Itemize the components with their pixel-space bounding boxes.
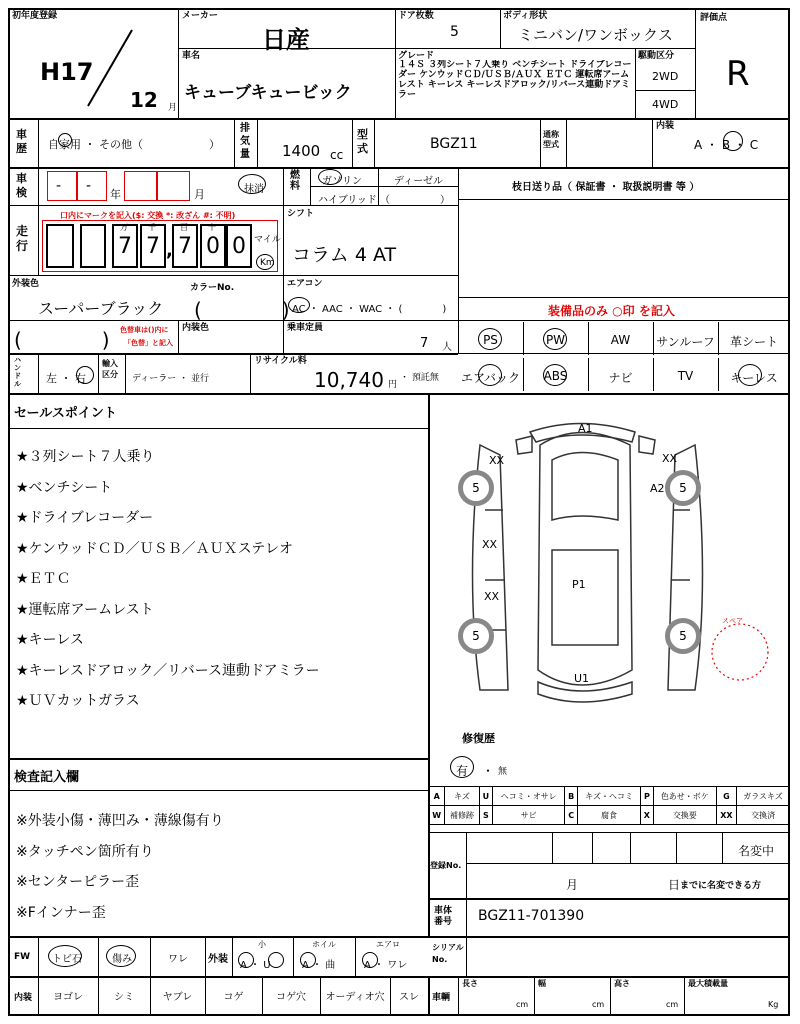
height-label: 高さ — [614, 979, 630, 988]
body-value: ミニバン/ワンボックス — [518, 26, 673, 44]
model-value: キューブキュービック — [184, 83, 352, 103]
repair-yes: 有 — [456, 764, 469, 778]
equip-item: サンルーフ — [656, 335, 715, 349]
equip-circle — [478, 364, 502, 386]
width-label: 幅 — [538, 979, 546, 988]
damage-xx-4: XX — [484, 590, 500, 603]
legend-desc: サビ — [493, 806, 565, 825]
equip-circle — [478, 328, 502, 350]
grade-text: １４Ｓ ３列シート７人乗り ベンチシート ドライブレコーダー ケンウッドＣＤ/ＵＳＢ/ＡＵＸ ＥＴＣ 運転席アームレスト キーレス キーレスドアロック/リバース連動ドアミラー — [398, 60, 632, 100]
sales-item: ★ドライブレコーダー — [16, 510, 154, 526]
damage-p1: P1 — [572, 578, 586, 591]
legend-desc: 補修跡 — [445, 806, 479, 825]
sales-title: セールスポイント — [14, 406, 117, 421]
reg-month: 12 — [130, 88, 158, 112]
maker-value: 日産 — [262, 26, 310, 54]
fw-label: FW — [14, 952, 31, 962]
month-suffix: 月 — [168, 103, 178, 113]
int-bottom-label: 内装 — [14, 993, 33, 1003]
color-no-value: ( ) — [194, 298, 290, 322]
yen-unit: 円 — [388, 380, 398, 390]
history-value: 自家用 ・ その他（ ） — [48, 138, 220, 151]
recycle-value: 10,740 — [314, 368, 384, 392]
mileage-km: Km — [260, 258, 275, 268]
cc-unit: cc — [330, 148, 344, 162]
chassis-label: 車体番号 — [434, 906, 453, 927]
tyre-fr: 5 — [665, 470, 701, 506]
ext-color-value: スーパーブラック — [38, 299, 164, 318]
certified-label: 通称型式 — [543, 130, 559, 149]
recycle-label: リサイクル料 — [254, 356, 307, 366]
dims-label: 車輌 — [432, 993, 451, 1003]
inspection-item: ※Fインナー歪 — [16, 904, 106, 921]
int-condition-item: ヤブレ — [162, 992, 193, 1003]
damage-u1: U1 — [574, 672, 590, 685]
interior-label: 内装 — [656, 121, 675, 131]
capacity-label: 乗車定員 — [287, 323, 324, 333]
legend-code: G — [716, 787, 737, 806]
serial-label: シリアルNo. — [432, 943, 464, 964]
mileage-label: 走行 — [16, 224, 29, 253]
chassis-value: BGZ11-701390 — [478, 908, 585, 924]
score-label: 評価点 — [700, 13, 728, 23]
equip-circle — [738, 364, 762, 386]
damage-a1: A1 — [578, 422, 593, 435]
legend-row — [429, 806, 790, 825]
sales-item: ★ＵＶカットガラス — [16, 693, 140, 709]
legend-code: X — [640, 806, 653, 825]
mileage-unit-label: 万 — [120, 223, 128, 232]
aero-value: A ・ ワレ — [364, 960, 408, 971]
aircon-value: AC ・ AAC ・ WAC ・ ( ) — [292, 304, 447, 315]
mileage-digit-box — [80, 224, 106, 268]
fuel-diesel: ディーゼル — [394, 176, 443, 187]
legend-code: P — [640, 787, 653, 806]
fw-item-3: ワレ — [168, 954, 188, 965]
tyre-rr: 5 — [665, 618, 701, 654]
drive-label: 駆動区分 — [638, 51, 675, 61]
int-color-label: 内装色 — [182, 323, 210, 333]
sales-item: ★ケンウッドＣＤ／ＵＳＢ／ＡＵＸステレオ — [16, 540, 294, 557]
doors-label: ドア枚数 — [398, 11, 434, 21]
equip-item: AW — [610, 333, 631, 347]
legend-desc: キズ — [445, 787, 479, 806]
reg-year-label: 初年度登録 — [12, 11, 58, 21]
repair-no: 無 — [498, 767, 508, 777]
fuel-other: （ ） — [380, 195, 450, 206]
height-unit: cm — [666, 1000, 679, 1009]
damage-xx-3: XX — [482, 538, 498, 551]
repair-label: 修復歴 — [462, 732, 495, 745]
length-unit: cm — [516, 1000, 529, 1009]
grade-label: グレード — [398, 51, 435, 61]
fuel-gasoline: ガソリン — [322, 176, 362, 187]
int-condition-item: コゲ穴 — [276, 992, 306, 1003]
equip-item: 革シート — [729, 335, 778, 349]
int-condition-item: オーディオ穴 — [325, 992, 385, 1003]
expired-value: 抹消 — [244, 184, 264, 195]
inspection-item: ※外装小傷・薄凹み・薄線傷有り — [16, 813, 224, 829]
interior-value: A ・ B ・ C — [694, 138, 759, 152]
equip-item: PS — [483, 333, 498, 347]
int-color-paren: ( ) — [14, 328, 110, 352]
aero-label: エアロ — [376, 940, 400, 949]
ext-color-label: 外装色 — [12, 279, 40, 289]
reg-no-label: 登録No. — [430, 861, 462, 870]
reg-month: 月 — [566, 878, 579, 892]
legend-desc: 腐食 — [578, 806, 640, 825]
drive-2wd: 2WD — [652, 70, 679, 83]
year-suffix: 年 — [110, 188, 121, 201]
sales-item: ★キーレスドアロック／リバース連動ドアミラー — [16, 662, 320, 679]
legend-desc: 交換済 — [737, 806, 790, 825]
fuel-hybrid: ハイブリッド — [318, 195, 377, 206]
sales-item: ★３列シート７人乗り — [16, 449, 155, 465]
capacity-unit: 人 — [442, 342, 452, 353]
drive-4wd: 4WD — [652, 98, 679, 111]
fw-item-2: 傷み — [112, 954, 132, 965]
sales-item: ★キーレス — [16, 632, 84, 648]
mileage-note: 口内にマークを記入($: 交換 *: 改ざん #: 不明) — [60, 211, 236, 220]
mileage-digit: 7 — [178, 234, 192, 259]
type-label: 型式 — [357, 128, 368, 155]
color-note-2: 「色替」と記入 — [124, 339, 173, 347]
wheel-value: A ・ 曲 — [302, 960, 336, 971]
sales-item: ★ＥＴＣ — [16, 571, 71, 587]
fw-item-1: トビ石 — [52, 954, 82, 965]
equip-note: 装備品のみ ○印 を記入 — [548, 304, 675, 318]
reg-day: 日 — [668, 878, 681, 892]
equip-item: TV — [677, 369, 694, 383]
mileage-separator: , — [166, 240, 173, 261]
mileage-digit: 7 — [118, 234, 132, 259]
wheel-label: ホイル — [312, 940, 336, 949]
handle-value: 左 ・ 右 — [46, 372, 86, 385]
mileage-unit-label: 千 — [148, 223, 156, 232]
handle-label: ハンドル — [14, 356, 21, 388]
sales-item: ★運転席アームレスト — [16, 601, 154, 618]
legend-code: W — [429, 806, 445, 825]
int-condition-item: スレ — [399, 992, 419, 1003]
legend-row — [429, 787, 790, 806]
equip-item: キーレス — [730, 371, 778, 385]
reg-deadline: までに名変できる方 — [680, 881, 762, 891]
mileage-digit: 0 — [206, 234, 220, 259]
type-value: BGZ11 — [430, 136, 478, 152]
history-label: 車歴 — [16, 128, 27, 155]
body-label: ボディ形状 — [503, 11, 548, 21]
mileage-unit-label: 百 — [180, 223, 188, 232]
shift-label: シフト — [287, 209, 315, 219]
width-unit: cm — [592, 1000, 605, 1009]
legend-code: C — [565, 806, 578, 825]
legend-code: B — [565, 787, 578, 806]
inspection-title: 検査記入欄 — [14, 770, 80, 785]
mileage-unit-label: 十 — [208, 223, 216, 232]
month-suffix-2: 月 — [194, 188, 205, 201]
spare-label: スペア — [722, 617, 743, 625]
color-no-label: カラーNo. — [190, 283, 235, 293]
displacement-label: 排気量 — [240, 123, 250, 160]
displacement-value: 1400 — [282, 142, 321, 160]
aircon-label: エアコン — [287, 279, 323, 289]
reg-era: H17 — [40, 58, 94, 86]
damage-xx-2: XX — [662, 452, 678, 465]
small-value: A ・ U — [240, 960, 271, 971]
legend-desc: キズ・ヘコミ — [578, 787, 640, 806]
equip-item: ABS — [543, 369, 568, 383]
equip-item: エアバック — [460, 371, 521, 385]
maker-label: メーカー — [182, 11, 218, 21]
length-label: 長さ — [462, 979, 478, 988]
mileage-digit: 0 — [232, 234, 246, 259]
int-condition-item: コゲ — [223, 992, 244, 1003]
doors-value: 5 — [450, 24, 459, 40]
mileage-unit: マイル — [254, 235, 281, 245]
deposited-value: ・ 預託無 — [400, 373, 439, 383]
equip-item: ナビ — [608, 371, 633, 385]
fuel-label: 燃料 — [290, 170, 300, 192]
capacity-value: 7 — [420, 336, 429, 351]
inspection-item: ※タッチペン箇所有り — [16, 843, 154, 860]
equip-circle — [543, 328, 567, 350]
weight-label: 最大積載量 — [688, 979, 728, 988]
import-value: ディーラー ・ 並行 — [132, 374, 210, 384]
color-note-1: 色替車は()内に — [120, 326, 169, 334]
car-diagram — [440, 400, 790, 745]
legend-code: S — [479, 806, 493, 825]
name-change: 名変中 — [738, 844, 775, 858]
docs-text: 枝日送り品（ 保証書 ・ 取扱説明書 等 ） — [512, 182, 700, 193]
legend-code: U — [479, 787, 493, 806]
ext-bottom-label: 外装 — [208, 954, 228, 965]
legend-code: XX — [716, 806, 737, 825]
legend-desc: 色あせ・ボケ — [653, 787, 716, 806]
model-label: 車名 — [182, 51, 201, 61]
tyre-rl: 5 — [458, 618, 494, 654]
int-condition-item: ヨゴレ — [53, 992, 83, 1003]
shift-value: コラム 4 AT — [292, 244, 397, 266]
int-condition-item: シミ — [114, 992, 134, 1003]
sales-item: ★ベンチシート — [16, 479, 113, 496]
legend-desc: 交換要 — [653, 806, 716, 825]
legend-desc: ヘコミ・オサレ — [493, 787, 565, 806]
mileage-digit: 7 — [146, 234, 160, 259]
inspection-label: 車検 — [16, 172, 27, 199]
weight-unit: Kg — [768, 1000, 779, 1009]
damage-a2: A2 — [650, 482, 665, 495]
tyre-fl: 5 — [458, 470, 494, 506]
equip-item: PW — [545, 333, 566, 347]
equip-circle — [543, 364, 567, 386]
import-label: 輸入区分 — [102, 359, 118, 379]
inspection-item: ※センターピラー歪 — [16, 874, 140, 890]
legend-code: A — [429, 787, 445, 806]
damage-legend — [428, 786, 790, 825]
score-value: R — [726, 54, 750, 94]
damage-xx-1: XX — [489, 454, 505, 467]
small-label: 小 — [258, 940, 266, 949]
legend-desc: ガラスキズ — [737, 787, 790, 806]
